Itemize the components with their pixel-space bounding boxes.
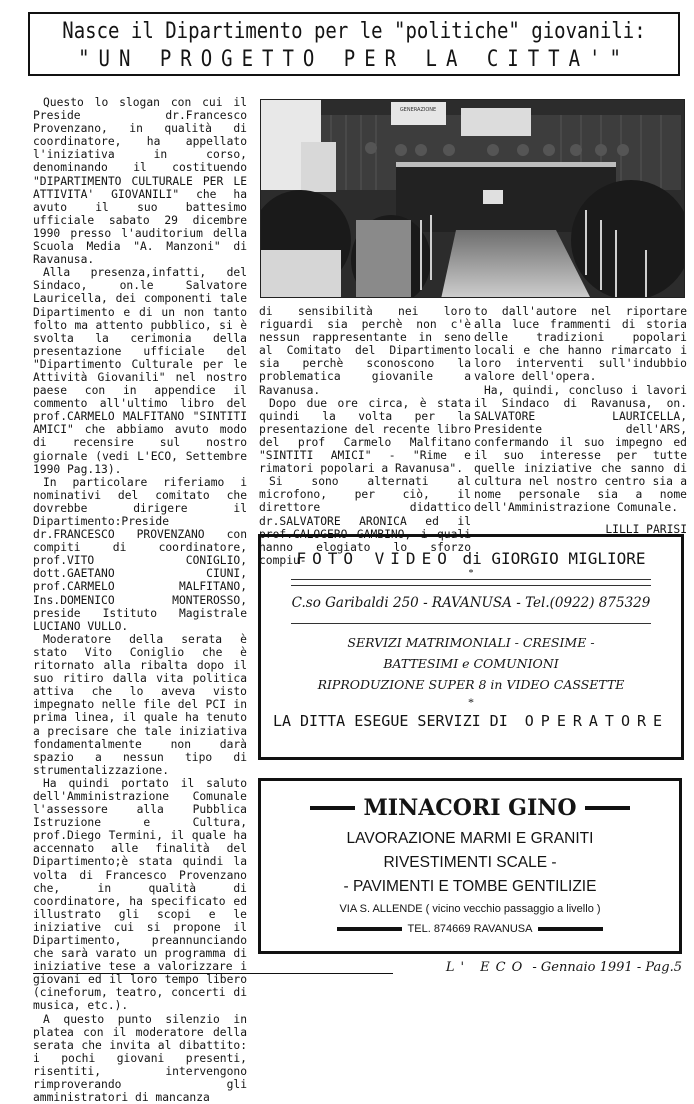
ad-service-line: RIPRODUZIONE SUPER 8 in VIDEO CASSETTE	[317, 677, 625, 692]
photo-banner-text: GENERAZIONE	[399, 107, 437, 113]
article-signature: LILLI PARISI	[605, 522, 687, 536]
article-paragraph: Moderatore della serata è stato Vito Coniglio che è ritornato alla ribalta dopo il suo ritiro dalla vita politica attiva che lo aveva visto impegnato nelle file del PCI in prima linea, il quale ha tenuto a precisare che tale iniziativa fondamentalmente non darà spazio a nessun tipo di strumentalizzazione.	[33, 632, 247, 777]
ad-foto-video-title-owner: di GIORGIO MIGLIORE	[462, 549, 646, 568]
ad-minacori-line: - PAVIMENTI E TOMBE GENTILIZIE	[343, 878, 597, 895]
ad-operator-line	[261, 712, 681, 730]
divider	[291, 579, 651, 580]
ad-minacori	[258, 778, 682, 954]
ad-foto-video-title-spaced: FOTO VIDEO	[296, 549, 453, 568]
ad-service-line: SERVIZI MATRIMONIALI - CRESIME -	[347, 635, 595, 650]
star-ornament-icon: *	[468, 695, 474, 709]
ad-minacori-line: RIVESTIMENTI SCALE -	[383, 854, 557, 871]
divider	[291, 585, 651, 586]
event-photo	[260, 99, 685, 298]
decorative-bar	[585, 806, 630, 810]
decorative-bar	[538, 927, 603, 931]
article-paragraph: Questo lo slogan con cui il Preside dr.Francesco Provenzano, in qualità di coordinatore, ha appellato l'iniziativa in corso, denominando il costituendo "DIPARTIMENTO CULTURALE PER LE ATTIVITA' GIOVANILI" che ha avuto il suo battesimo ufficiale sabato 29 dicembre 1990 presso l'auditorium della Scuola Media "A. Manzoni" di Ravanusa.	[33, 96, 247, 267]
star-ornament-icon: *	[468, 568, 474, 579]
ad-minacori-phone: TEL. 874669 RAVANUSA	[407, 923, 533, 935]
article-column-2	[259, 305, 471, 567]
ad-service-line: BATTESIMI e COMUNIONI	[383, 656, 559, 671]
footer-page-number: Pag.5	[645, 960, 682, 975]
decorative-bar	[310, 806, 355, 810]
footer-publication: L' ECO	[445, 960, 529, 975]
article-paragraph: Si sono alternati al microfono, per ciò, il direttore didattico dr.SALVATORE ARONICA ed il prof.CALOGERO GAMBINO, i quali hanno elogiato lo sforzo compiu-	[259, 475, 471, 567]
article-paragraph: di sensibilità nei loro riguardi sia perchè non c'è nessun rappresentante in seno al Comitato del Dipartimento sia perchè sconoscono la problematica giovanile a Ravanusa.	[259, 305, 471, 397]
article-paragraph: A questo punto silenzio in platea con il moderatore della serata che invita al dibattito: i pochi giovani presenti, risentiti, intervengono rimproverando gli amministratori di mancanza	[33, 1012, 247, 1104]
footer-issue: - Gennaio 1991 -	[532, 960, 642, 975]
article-column-1	[33, 96, 247, 1104]
ad-minacori-line: LAVORAZIONE MARMI E GRANITI	[346, 830, 594, 847]
headline-title: Nasce il Dipartimento per le "politiche" giovanili:	[62, 18, 646, 44]
article-paragraph: Alla presenza,infatti, del Sindaco, on.le Salvatore Lauricella, dei componenti tale Dipartimento e di un non tanto folto ma attento pubblico, si è svolta la cerimonia della presentazione ufficiale del "Dipartimento Culturale per le Attività Giovanili" nel nostro paese con in appendice il commento all'ultimo libro del prof.CARMELO MALFITANO "SINTITI AMICI" che abbiamo avuto modo di recensire sul nostro giornale (vedi L'ECO, Settembre 1990 Pag.13).	[33, 266, 247, 476]
decorative-bar	[337, 927, 402, 931]
footer-rule	[33, 973, 393, 974]
ad-operator-word: OPERATORE	[524, 712, 670, 730]
headline-box	[28, 12, 680, 76]
article-paragraph: Ha quindi portato il saluto dell'Amministrazione Comunale l'assessore alla Pubblica Istruzione e Cultura, prof.Diego Termini, il quale ha accennato alle finalità del Dipartimento;è stata quindi la volta di Francesco Provenzano che, in qualità di coordinatore, ha specificato ed illustrato gli scopi e le iniziative cui si propone il Dipartimento, preannunciando che sarà varato un programma di iniziative tese a valorizzare i giovani ed il loro tempo libero (cineforum, teatro, concerti di musica, etc.).	[33, 776, 247, 1013]
ad-minacori-title: MINACORI GINO	[363, 795, 577, 821]
ad-foto-video-title	[261, 549, 681, 568]
conference-photo-illustration	[261, 100, 685, 298]
article-paragraph: Dopo due ore circa, è stata quindi la volta per la presentazione del recente libro del prof Carmelo Malfitano "SINTITI AMICI" - "Rime e rimatori popolari a Ravanusa".	[259, 396, 471, 476]
ad-minacori-phone-row	[261, 923, 679, 935]
article-paragraph: Ha, quindi, concluso i lavori il Sindaco di Ravanusa, on. SALVATORE LAURICELLA, Presidente dell'ARS, confermando il suo impegno ed il suo interesse per tutte quelle iniziative che sanno di cultura nel nostro centro sia a nome personale sia a nome dell'Amministrazione Comunale.	[474, 383, 687, 515]
divider	[291, 623, 651, 624]
ad-foto-video-address: C.so Garibaldi 250 - RAVANUSA - Tel.(0922) 875329	[291, 595, 651, 611]
article-paragraph: In particolare riferiamo i nominativi del comitato che dovrebbe dirigere il Dipartimento:Preside dr.FRANCESCO PROVENZANO con compiti di coordinatore, prof.VITO CONIGLIO, dott.GAETANO CIUNI, prof.CARMELO MALFITANO, Ins.DOMENICO MONTEROSSO, preside Istituto Magistrale LUCIANO VULLO.	[33, 475, 247, 633]
page-footer	[446, 960, 682, 975]
ad-operator-prefix: LA DITTA ESEGUE SERVIZI DI	[272, 712, 508, 730]
ad-minacori-title-row	[261, 795, 679, 821]
ad-minacori-address: VIA S. ALLENDE ( vicino vecchio passaggio a livello )	[339, 903, 601, 915]
article-paragraph: to dall'autore nel riportare alla luce frammenti di storia delle tradizioni popolari locali e che hanno rimarcato i loro interventi sull'indubbio valore dell'opera.	[474, 305, 687, 384]
ad-foto-video	[258, 534, 684, 760]
headline-subtitle: "UN PROGETTO PER LA CITTA'"	[78, 46, 630, 72]
article-column-3	[474, 305, 687, 536]
